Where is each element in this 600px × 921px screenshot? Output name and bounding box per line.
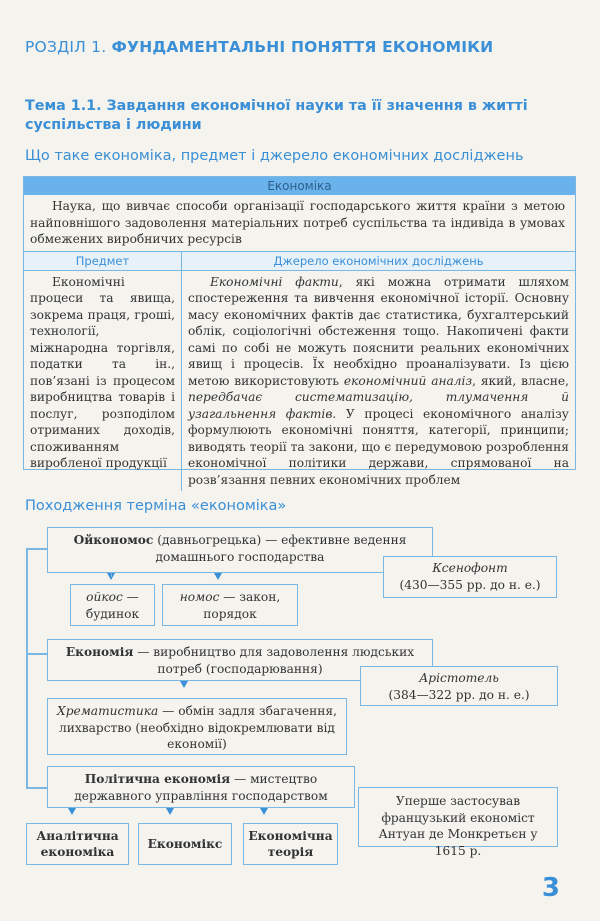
section-title: ФУНДАМЕНТАЛЬНІ ПОНЯТТЯ ЕКОНОМІКИ <box>111 38 494 56</box>
box-economic-theory <box>243 823 338 865</box>
subject-text: Економічні процеси та явища, зокрема праця, гроші, технології, міжнародна торгівля, податки та ін., пов’язані із процесом виробництва товарів і послуг, розподілом отриманих доходів, споживанням виробленої продукції <box>30 274 175 470</box>
subheading-what-is-economics: Що таке економіка, предмет і джерело економічних досліджень <box>25 148 524 164</box>
branch-analytical-economics: Аналітична економіка <box>36 828 119 859</box>
political-economy-definition: — мистецтво державного управління господарством <box>74 772 328 803</box>
oikos-definition: — будинок <box>85 590 140 621</box>
economia-definition: — виробництво для задоволення людських потреб (господарювання) <box>133 645 415 676</box>
topic-title: Тема 1.1. Завдання економічної науки та її значення в житті суспільства і людини <box>25 98 528 133</box>
box-aristotle <box>360 666 558 706</box>
chrematistics-term: Хрематистика <box>57 704 159 718</box>
xenophon-dates: (430—355 рр. до н. е.) <box>399 577 541 592</box>
box-montchrestien <box>358 787 558 858</box>
economics-table <box>23 176 576 487</box>
arrow-down-icon <box>166 808 174 815</box>
arrow-down-icon <box>214 573 222 580</box>
branch-economics: Економікс <box>147 836 223 851</box>
oikos-term: ойкос <box>86 590 123 604</box>
source-text-1: , які можна отримати шляхом спостереження та вивчення економічної історії. Основну масу економічних фактів дає статистика, бухгалтерський облік, соціологічні обстеження тощо. Накопичені факти самі по собі не можуть пояснити реальних економічних явищ і процесів. Їх необхідно проаналізувати. Із цією метою використовують <box>188 274 569 388</box>
section-heading <box>25 38 493 56</box>
source-italic-2: економічний аналіз <box>343 373 473 388</box>
left-bracket-line <box>26 548 28 788</box>
connector-economia <box>26 653 48 655</box>
source-text-2: , який, власне, <box>472 373 569 388</box>
montchrestien-text: Уперше застосував французький економіст Антуан де Монкретьєн у 1615 р. <box>378 794 538 858</box>
oikonomos-term: Ойкономос <box>73 533 154 547</box>
connector-oikonomos <box>26 548 48 550</box>
page-number: 3 <box>541 873 560 903</box>
aristotle-name: Арістотель <box>419 671 499 685</box>
box-xenophon <box>383 556 557 598</box>
branch-economic-theory: Економічна теорія <box>248 828 333 859</box>
oikonomos-definition: (давньогрецька) — ефективне ведення домашнього господарства <box>153 533 407 564</box>
source-column <box>182 252 575 492</box>
source-text <box>182 271 575 492</box>
source-italic-1: Економічні факти <box>210 274 339 289</box>
aristotle-dates: (384—322 рр. до н. е.) <box>388 687 530 702</box>
column-header-subject: Предмет <box>24 252 181 271</box>
box-chrematistics <box>47 698 347 755</box>
xenophon-name: Ксенофонт <box>432 561 508 575</box>
source-italic-3: передбачає систематизацію, тлумачення й узагальнення фактів <box>188 390 569 421</box>
box-analytical-economics <box>26 823 129 865</box>
connector-political-economy <box>26 787 48 789</box>
nomos-definition: — закон, порядок <box>203 590 281 621</box>
box-oikos <box>70 584 155 626</box>
section-prefix: РОЗДІЛ 1. <box>25 38 107 56</box>
arrow-down-icon <box>68 808 76 815</box>
political-economy-term: Політична економія <box>84 772 231 786</box>
chrematistics-definition: — обмін задля збагачення, лихварство (необхідно відокремлювати від економії) <box>59 704 337 751</box>
economia-term: Економія <box>65 645 134 659</box>
source-text-3: . У процесі економічного аналізу формулюють економічні поняття, категорії, принципи; виводять теорії та закони, що є передумовою розроблення економічної політики держави, спрямованої на розв’язання певних економічних проблем <box>188 406 569 487</box>
box-oikonomos <box>47 527 433 573</box>
arrow-down-icon <box>180 681 188 688</box>
column-header-source: Джерело економічних досліджень <box>182 252 575 271</box>
arrow-down-icon <box>260 808 268 815</box>
box-nomos <box>162 584 298 626</box>
box-economics <box>138 823 232 865</box>
table-title: Економіка <box>24 177 575 195</box>
box-political-economy <box>47 766 355 808</box>
table-columns <box>24 252 575 492</box>
definition-text: Наука, що вивчає способи організації господарського життя країни з метою найповнішого задоволення матеріальних потреб суспільства та індивіда в умовах обмежених виробничих ресурсів <box>30 199 565 246</box>
nomos-term: номос <box>179 590 220 604</box>
arrow-stem <box>111 573 113 577</box>
subheading-term-origin: Походження терміна «економіка» <box>25 498 287 514</box>
table-definition <box>24 195 575 252</box>
subject-column <box>24 252 182 492</box>
